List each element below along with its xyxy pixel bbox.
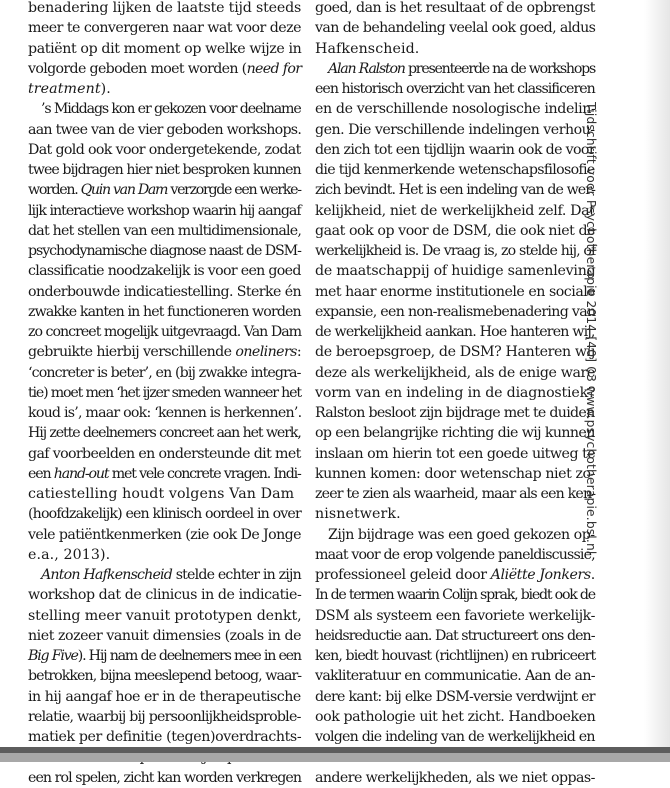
text-line <box>315 646 595 666</box>
text-span: benadering lijken de laatste tijd steeds <box>28 0 302 16</box>
text-line <box>28 666 301 686</box>
text-span: kelijkheid, niet de werkelijkheid zelf. Dat <box>315 202 595 219</box>
text-span: e.a., 2013). <box>28 546 111 563</box>
text-line <box>315 18 595 38</box>
text-span: ken, biedt houvast (richtlijnen) en rubriceert <box>315 648 596 664</box>
text-span: kunnen komen: door wetenschap niet zo- <box>315 465 596 482</box>
text-line <box>28 444 301 464</box>
text-span: heidsreductie aan. Dat structureert ons den- <box>315 627 595 644</box>
text-line <box>28 504 301 524</box>
text-span: zich bevindt. Het is een indeling van de wer- <box>315 182 596 199</box>
text-line <box>315 383 595 403</box>
text-span: werkelijkheid is. De vraag is, zo stelde hij, of <box>315 243 596 259</box>
text-span: volgorde geboden moet worden ( <box>28 60 247 77</box>
text-span: een rol spelen, zicht kan worden verkregen <box>28 769 302 786</box>
text-line <box>28 707 301 727</box>
text-span: vele patiëntkenmerken (zie ook De Jonge <box>28 526 301 543</box>
text-line <box>315 241 595 261</box>
text-line <box>28 342 301 362</box>
text-span: stelling meer vanuit prototypen denkt, <box>28 607 302 624</box>
text-line <box>28 585 301 605</box>
text-line <box>315 201 595 221</box>
text-line <box>28 0 301 18</box>
text-line <box>315 707 595 727</box>
text-span: psychodynamische diagnose naast de DSM- <box>28 243 301 259</box>
text-span: inslaan om hierin tot een goede uitweg te <box>315 445 596 462</box>
text-span: ‘concreter is beter’, en (bij zwakke integra- <box>28 364 301 381</box>
text-span: worden. <box>28 182 81 199</box>
text-span: met haar enorme institutionele en sociale <box>315 283 596 300</box>
text-line <box>28 363 301 383</box>
text-line <box>315 444 595 464</box>
text-span: Zijn bijdrage was een goed gekozen op- <box>328 526 595 543</box>
text-line <box>315 687 595 707</box>
text-span: deze als werkelijkheid, als de enige ware <box>315 364 595 381</box>
left-text-column <box>28 0 301 788</box>
text-line <box>28 646 301 666</box>
italic-text: Big Five <box>28 648 78 664</box>
text-line <box>315 403 595 423</box>
text-line <box>315 504 595 524</box>
text-line <box>28 59 301 79</box>
text-line <box>315 525 595 545</box>
text-line <box>28 221 301 241</box>
text-line <box>315 261 595 281</box>
text-line <box>315 0 595 18</box>
text-span: niet zozeer vanuit dimensies (zoals in de <box>28 627 302 644</box>
text-span: in hij aangaf hoe er in de therapeutische <box>28 688 301 705</box>
text-line <box>315 727 595 747</box>
text-line <box>28 484 301 504</box>
text-span: (hoofdzakelijk) een klinisch oordeel in over <box>28 506 301 523</box>
text-span: stelde echter in zijn <box>172 567 301 583</box>
text-span: een <box>28 465 54 482</box>
text-line <box>315 545 595 565</box>
text-line <box>315 221 595 241</box>
text-line <box>315 585 595 605</box>
text-span: Hafkenscheid. <box>315 40 420 57</box>
text-span: : <box>296 344 302 361</box>
text-span: . <box>590 567 595 583</box>
text-line <box>315 606 595 626</box>
text-line <box>28 545 301 565</box>
text-line <box>28 180 301 200</box>
italic-text: Aliëtte Jonkers <box>490 567 591 583</box>
text-span: die tijd kenmerkende wetenschapsfilosofie <box>315 162 595 178</box>
text-span: op een belangrijke richting die wij kunnen <box>315 425 595 442</box>
text-line <box>315 342 595 362</box>
text-line <box>28 18 301 38</box>
text-line <box>315 666 595 686</box>
text-span: onderbouwde indicatiestelling. Sterke én <box>28 283 302 300</box>
text-line <box>28 423 301 443</box>
text-span: den zich tot een tijdlijn waarin ook de voor <box>315 141 595 158</box>
text-span: de beroepsgroep, de DSM? Hanteren wij <box>315 344 595 361</box>
text-span: meer te convergeren naar wat voor deze <box>28 20 301 37</box>
text-span: DSM als systeem een favoriete werkelijk- <box>315 607 595 624</box>
page-edge-shadow <box>644 0 670 747</box>
text-span: ). Hij nam de deelnemers mee in een <box>77 648 301 664</box>
text-line <box>315 39 595 59</box>
text-line <box>315 464 595 484</box>
text-line <box>315 363 595 383</box>
italic-text: treatment <box>28 81 101 97</box>
text-line <box>28 322 301 342</box>
text-line <box>315 59 595 79</box>
text-span: presenteerde na de workshops <box>404 60 595 77</box>
italic-text: Anton Hafkenscheid <box>41 567 173 583</box>
text-span: met vele concrete vragen. Indi- <box>108 465 301 482</box>
text-line <box>315 302 595 322</box>
text-line <box>28 768 301 788</box>
text-span: gen. Die verschillende indelingen verhou- <box>315 121 595 138</box>
text-span: tie) moet men ‘het ijzer smeden wanneer het <box>28 384 301 401</box>
text-span: koud is’, maar ook: ‘kennen is herkennen’. <box>28 405 302 421</box>
text-span: classificatie noodzakelijk is voor een goed <box>28 263 301 280</box>
text-span: gaf voorbeelden en ondersteunde dit met <box>28 445 301 462</box>
italic-text: need for <box>246 60 302 77</box>
text-line <box>315 768 595 788</box>
text-span: vorm van en indeling in de diagnostiek? <box>315 384 596 401</box>
text-line <box>28 302 301 322</box>
text-span: van de behandeling veelal ook goed, aldus <box>315 20 596 37</box>
text-line <box>28 727 301 747</box>
italic-text: hand-out <box>53 465 109 482</box>
text-span: betrokken, bijna meeslepend betoog, waar- <box>28 668 302 685</box>
text-span: matiek per definitie (tegen)overdrachts- <box>28 729 302 745</box>
text-span: maat voor de erop volgende paneldiscussie, <box>315 546 595 563</box>
text-line <box>315 160 595 180</box>
text-line <box>28 241 301 261</box>
text-span: nisnetwerk. <box>315 506 401 523</box>
text-span: relatie, waarbij bij persoonlijkheidsproble- <box>28 708 301 725</box>
italic-text: oneliners <box>235 344 297 361</box>
text-span: vakliteratuur en communicatie. Aan de an- <box>315 668 595 685</box>
text-line <box>28 383 301 403</box>
text-span: Hij zette deelnemers concreet aan het werk, <box>28 425 301 442</box>
text-line <box>28 120 301 140</box>
text-line <box>28 160 301 180</box>
text-span: de werkelijkheid aankan. Hoe hanteren wij, <box>315 324 595 340</box>
text-line <box>315 565 595 585</box>
text-span: dat het stellen van een multidimensionale, <box>28 222 302 239</box>
text-span: de maatschappij of huidige samenleving <box>315 263 596 280</box>
text-span: goed, dan is het resultaat of de opbrengst <box>315 0 595 16</box>
text-line <box>28 261 301 281</box>
text-line <box>315 99 595 119</box>
text-span: twee bijdragen hier niet besproken kunnen <box>28 162 301 178</box>
bottom-border-light <box>0 753 670 762</box>
text-line <box>315 140 595 160</box>
text-span: professioneel geleid door <box>315 567 491 583</box>
text-span: workshop dat de clinicus in de indicatie- <box>28 587 302 604</box>
text-line <box>28 79 301 99</box>
text-span: ’s Middags kon er gekozen voor deelname <box>41 101 301 118</box>
text-span: In de termen waarin Colijn sprak, biedt ook de <box>315 587 595 604</box>
italic-text: Alan Ralston <box>328 60 405 77</box>
text-line <box>28 99 301 119</box>
text-line <box>315 120 595 140</box>
journal-citation: Tijdschrift voor Psychotherapie 2014 [40] 03 www.psychotherapie.bsl.nl <box>584 102 598 555</box>
text-span: catiestelling houdt volgens Van Dam <box>28 486 295 502</box>
text-line <box>315 423 595 443</box>
text-line <box>28 201 301 221</box>
text-span: ook pathologie uit het zicht. Handboeken <box>315 708 596 725</box>
text-span: ). <box>100 81 111 97</box>
text-span: aan twee van de vier geboden workshops. <box>28 121 302 138</box>
text-span: Dat gold ook voor ondergetekende, zodat <box>28 141 301 158</box>
text-line <box>315 180 595 200</box>
text-span: expansie, een non-realismebenadering van <box>315 303 596 320</box>
text-span: en de verschillende nosologische indelin- <box>315 101 596 118</box>
text-span: gebruikte hierbij verschillende <box>28 344 236 361</box>
text-line <box>28 39 301 59</box>
text-line <box>315 322 595 342</box>
text-span: volgen die indeling van de werkelijkheid en <box>315 729 595 745</box>
text-line <box>28 464 301 484</box>
text-span: lijk interactieve workshop waarin hij aangaf <box>28 202 301 219</box>
text-span: patiënt op dit moment op welke wijze in <box>28 40 302 57</box>
text-span: zo concreet mogelijk uitgevraagd. Van Dam <box>28 324 302 340</box>
running-header-sidebar <box>584 102 617 555</box>
text-line <box>315 484 595 504</box>
text-span: zwakke kanten in het functioneren worden <box>28 303 301 320</box>
text-span: een historisch overzicht van het classificeren <box>315 81 595 97</box>
text-line <box>28 525 301 545</box>
text-span: gaat ook op voor de DSM, die ook niet de <box>315 222 596 239</box>
text-span: zeer te zien als waarheid, maar als een ken- <box>315 486 596 502</box>
text-span: verzorgde een werke- <box>167 182 301 199</box>
text-line <box>315 79 595 99</box>
text-span: dere kant: bij elke DSM-versie verdwijnt er <box>315 688 595 705</box>
text-span: andere werkelijkheden, als we niet oppas- <box>315 769 595 786</box>
text-line <box>315 626 595 646</box>
text-line <box>28 687 301 707</box>
text-span: Ralston besloot zijn bijdrage met te duiden <box>315 405 595 421</box>
text-line <box>315 282 595 302</box>
text-line <box>28 403 301 423</box>
text-line <box>28 565 301 585</box>
right-text-column <box>315 0 595 788</box>
text-line <box>28 282 301 302</box>
text-line <box>28 140 301 160</box>
italic-text: Quin van Dam <box>80 182 168 199</box>
text-line <box>28 626 301 646</box>
text-line <box>28 606 301 626</box>
